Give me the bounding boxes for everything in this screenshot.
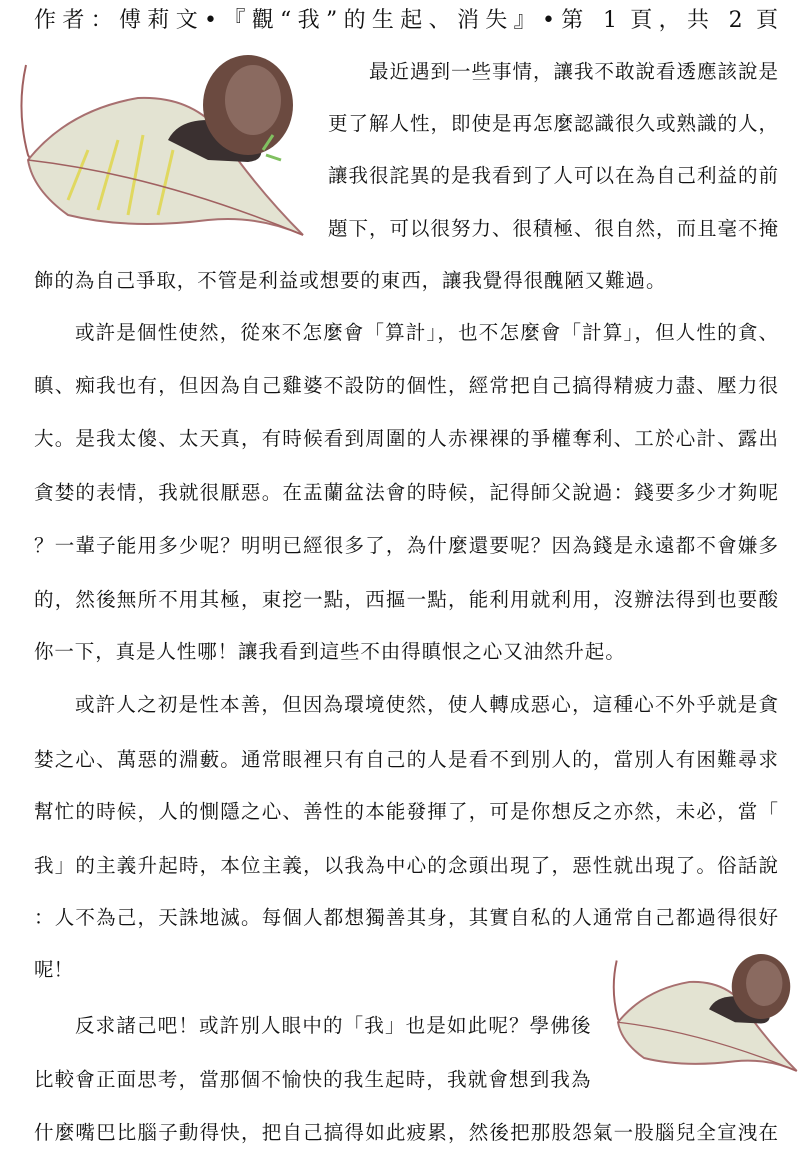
- body-line: 讓我很詫異的是我看到了人可以在為自己利益的前: [328, 164, 780, 187]
- body-line: 什麼嘴巴比腦子動得快，把自己搞得如此疲累，然後把那股怨氣一股腦兒全宣洩在: [34, 1121, 780, 1144]
- body-line: 飾的為自己爭取，不管是利益或想要的東西，讓我覺得很醜陋又難過。: [34, 269, 667, 292]
- body-line: 反求諸己吧！或許別人眼中的「我」也是如此呢？學佛後: [75, 1014, 592, 1037]
- page-header: 作者：傅莉文•『觀“我”的生起、消失』•第 1 頁，共 2 頁: [34, 8, 778, 33]
- body-line: 貪婪的表情，我就很厭惡。在盂蘭盆法會的時候，記得師父說過：錢要多少才夠呢: [34, 481, 780, 504]
- body-line: 呢！: [34, 958, 74, 981]
- body-line: ：人不為己，天誅地滅。每個人都想獨善其身，其實自私的人通常自己都過得很好: [34, 906, 780, 929]
- body-line: ？一輩子能用多少呢？明明已經很多了，為什麼還要呢？因為錢是永遠都不會嫌多: [34, 534, 780, 557]
- body-line: 更了解人性，即使是再怎麼認識很久或熟識的人，: [328, 112, 780, 135]
- body-line: 題下，可以很努力、很積極、很自然，而且毫不掩: [328, 217, 780, 240]
- body-line: 最近遇到一些事情，讓我不敢說看透應該說是: [369, 60, 780, 83]
- body-line: 或許人之初是性本善，但因為環境使然，使人轉成惡心，這種心不外乎就是貪: [75, 693, 780, 716]
- body-line: 幫忙的時候，人的惻隱之心、善性的本能發揮了，可是你想反之亦然，未必，當「: [34, 800, 780, 823]
- snail-on-leaf-illustration-small: [605, 950, 800, 1075]
- body-line: 我」的主義升起時，本位主義，以我為中心的念頭出現了，惡性就出現了。俗話說: [34, 854, 780, 877]
- body-line: 或許是個性使然，從來不怎麼會「算計」，也不怎麼會「計算」，但人性的貪、: [75, 321, 780, 344]
- body-line: 的，然後無所不用其極，東挖一點，西摳一點，能利用就利用，沒辦法得到也要酸: [34, 588, 780, 611]
- snail-on-leaf-illustration: [8, 50, 308, 240]
- body-line: 大。是我太傻、太天真，有時候看到周圍的人赤裸裸的爭權奪利、工於心計、露出: [34, 427, 780, 450]
- body-line: 瞋、痴我也有，但因為自己雞婆不設防的個性，經常把自己搞得精疲力盡、壓力很: [34, 374, 780, 397]
- body-line: 比較會正面思考，當那個不愉快的我生起時，我就會想到我為: [34, 1068, 592, 1091]
- body-line: 你一下，真是人性哪！讓我看到這些不由得瞋恨之心又油然升起。: [34, 640, 626, 663]
- body-line: 婪之心、萬惡的淵藪。通常眼裡只有自己的人是看不到別人的，當別人有困難尋求: [34, 748, 780, 771]
